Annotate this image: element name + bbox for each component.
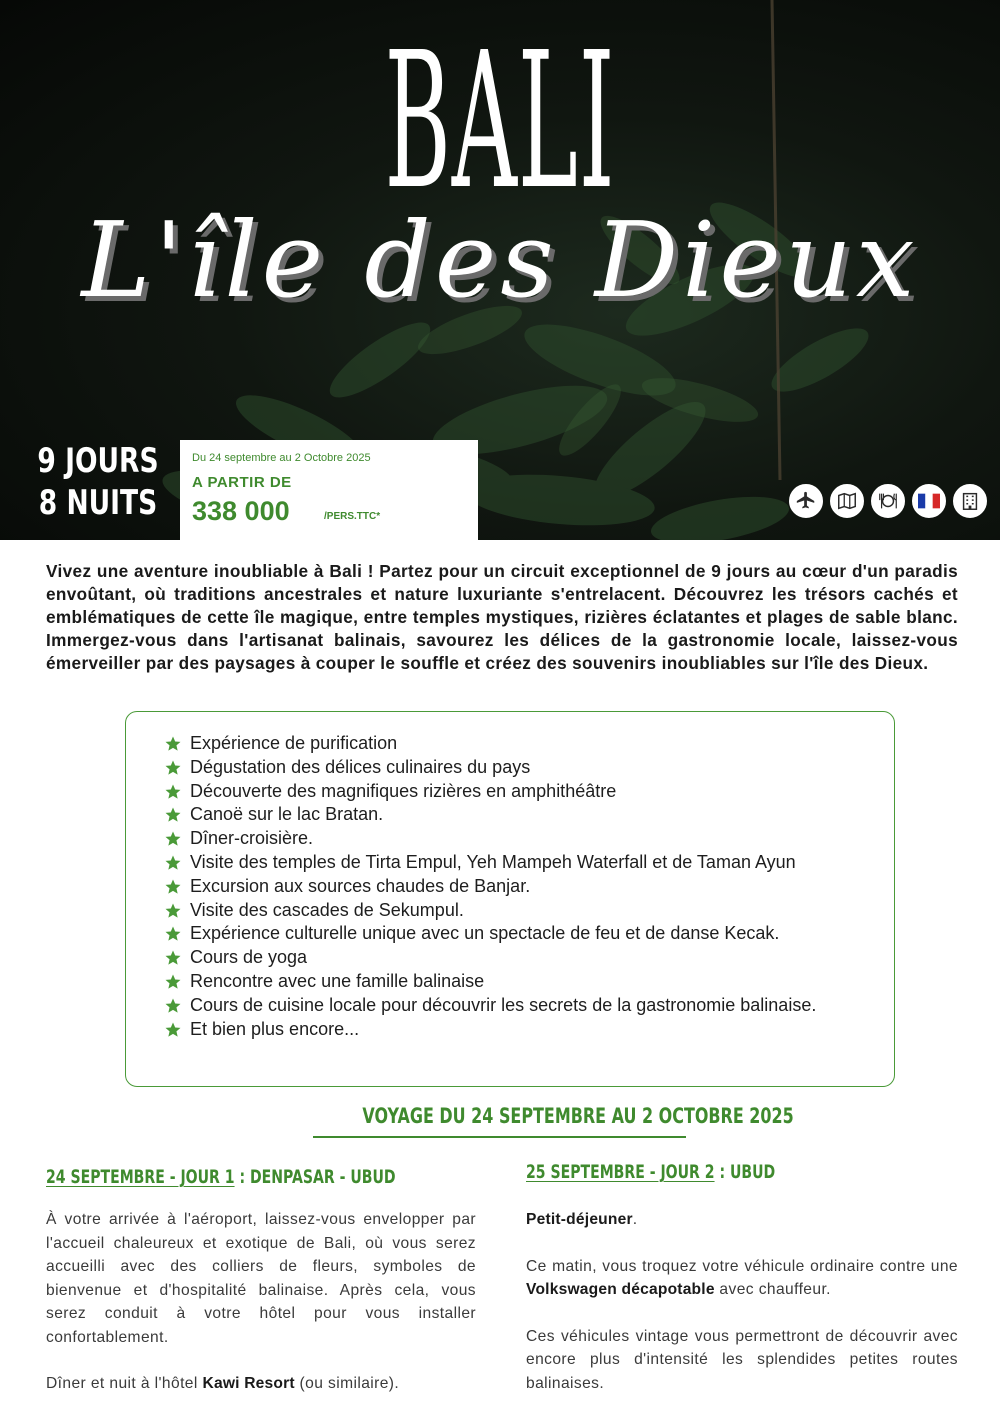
trip-duration [36, 440, 161, 524]
day1-date: 24 SEPTEMBRE - JOUR 1 [46, 1166, 235, 1188]
star-icon [164, 854, 182, 872]
day2-date: 25 SEPTEMBRE - JOUR 2 [526, 1161, 715, 1183]
day1-heading [46, 1166, 396, 1188]
list-item: Découverte des magnifiques rizières en amphithéâtre [164, 780, 894, 804]
star-icon [164, 925, 182, 943]
service-badges [789, 484, 987, 518]
day2-paragraph-3: Ces véhicules vintage vous permettront de découvrir avec encore plus d'intensité les splendides petites routes balinaises. [526, 1327, 958, 1392]
price-from-label: A PARTIR DE [192, 474, 292, 491]
star-icon [164, 949, 182, 967]
highlights-list [126, 712, 894, 1041]
star-icon [164, 783, 182, 801]
list-item: Expérience culturelle unique avec un spectacle de feu et de danse Kecak. [164, 922, 894, 946]
meal-icon [871, 484, 905, 518]
star-icon [164, 759, 182, 777]
list-item: Expérience de purification [164, 732, 894, 756]
airplane-icon [789, 484, 823, 518]
star-icon [164, 878, 182, 896]
day1-body [46, 1208, 476, 1419]
star-icon [164, 830, 182, 848]
day1-separator: : [234, 1166, 250, 1188]
hero-subtitle: L'île des Dieux [81, 199, 919, 321]
day1-hotel-name: Kawi Resort [202, 1375, 295, 1392]
duration-nights: 8 NUITS [38, 483, 158, 523]
list-item: Dîner-croisière. [164, 827, 894, 851]
duration-days: 9 JOURS [37, 441, 159, 481]
hero-title: BALI [384, 12, 616, 231]
list-item: Visite des cascades de Sekumpul. [164, 899, 894, 923]
list-item: Et bien plus encore... [164, 1018, 894, 1042]
day2-paragraph-1: Petit-déjeuner. [526, 1211, 638, 1228]
hero-banner [0, 0, 1000, 540]
star-icon [164, 973, 182, 991]
star-icon [164, 997, 182, 1015]
map-icon [830, 484, 864, 518]
list-item: Visite des temples de Tirta Empul, Yeh Mampeh Waterfall et de Taman Ayun [164, 851, 894, 875]
price-amount: 338 000 [192, 496, 290, 526]
list-item: Excursion aux sources chaudes de Banjar. [164, 875, 894, 899]
star-icon [164, 735, 182, 753]
star-icon [164, 1021, 182, 1039]
day1-route: DENPASAR - UBUD [249, 1166, 396, 1188]
french-flag-icon [912, 484, 946, 518]
list-item: Dégustation des délices culinaires du pays [164, 756, 894, 780]
itinerary-title: VOYAGE DU 24 SEPTEMBRE AU 2 OCTOBRE 2025 [362, 1104, 794, 1128]
list-item: Canoë sur le lac Bratan. [164, 803, 894, 827]
day2-separator: : [714, 1161, 730, 1183]
itinerary-title-underline [313, 1136, 686, 1138]
intro-paragraph: Vivez une aventure inoubliable à Bali ! Partez pour un circuit exceptionnel de 9 jours au cœur d'un paradis envoûtant, où traditions ancestrales et nature luxuriante s'entrelacent. Découvrez les trésors cachés et emblématiques de cette île magique, entre temples mystiques, rizières éclatantes et plages de sable blanc. Immergez-vous dans l'artisanat balinais, savourez les délices de la gastronomie locale, laissez-vous émerveiller par des paysages à couper le souffle et créez des souvenirs inoubliables sur l'île des Dieux. [46, 561, 958, 673]
list-item: Cours de cuisine locale pour découvrir les secrets de la gastronomie balinaise. [164, 994, 894, 1018]
day1-paragraph-2: Dîner et nuit à l'hôtel Kawi Resort (ou similaire). [46, 1375, 400, 1392]
day2-route: UBUD [729, 1161, 776, 1183]
day2-paragraph-2: Ce matin, vous troquez votre véhicule ordinaire contre une Volkswagen décapotable avec chauffeur. [526, 1257, 958, 1298]
star-icon [164, 902, 182, 920]
day2-vehicle: Volkswagen décapotable [526, 1281, 715, 1298]
star-icon [164, 806, 182, 824]
list-item: Cours de yoga [164, 946, 894, 970]
hotel-icon [953, 484, 987, 518]
price-box [180, 440, 478, 540]
day2-heading [526, 1161, 775, 1183]
day2-body [526, 1208, 958, 1418]
list-item: Rencontre avec une famille balinaise [164, 970, 894, 994]
price-unit: /PERS.TTC* [324, 511, 381, 522]
price-dates: Du 24 septembre au 2 Octobre 2025 [192, 452, 371, 464]
day1-paragraph-1: À votre arrivée à l'aéroport, laissez-vous envelopper par l'accueil chaleureux et exotique de Bali, où vous serez accueilli avec des colliers de fleurs, symboles de bienvenue et d'hospitalité balinaise. Après cela, vous serez conduit à votre hôtel pour vous installer confortablement. [46, 1211, 476, 1346]
highlights-box [125, 711, 895, 1087]
